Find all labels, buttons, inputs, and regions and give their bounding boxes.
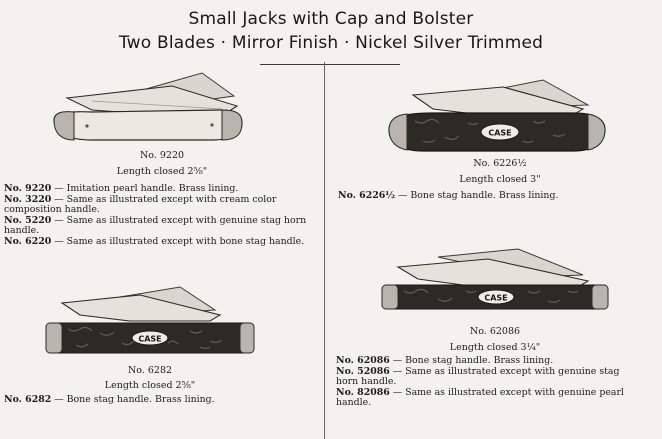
- knife-9220-descriptions: [4, 184, 314, 247]
- desc-line: [4, 195, 314, 216]
- desc-text: — Same as illustrated except with bone stag handle.: [51, 235, 305, 247]
- desc-code: No. 9220: [4, 183, 52, 194]
- bleed-through-mark: [330, 150, 370, 160]
- desc-code: No. 6226½: [338, 190, 396, 201]
- desc-code: No. 5220: [4, 214, 52, 226]
- knife-6282-length: Length closed 2⅝": [104, 380, 196, 391]
- desc-code: No. 6220: [4, 235, 52, 247]
- knife-6282-number: No. 6282: [127, 365, 173, 376]
- desc-line: [336, 367, 641, 388]
- desc-line: [4, 237, 314, 248]
- desc-text: — Bone stag handle. Brass lining.: [389, 355, 554, 366]
- knife-6226-half-number: No. 6226½: [473, 158, 527, 169]
- page-title: Small Jacks with Cap and Bolster: [188, 9, 474, 29]
- desc-code: No. 62086: [336, 355, 390, 366]
- desc-line: [4, 395, 314, 406]
- desc-code: No. 82086: [336, 386, 390, 398]
- page-subtitle: Two Blades · Mirror Finish · Nickel Silver Trimmed: [118, 33, 544, 53]
- desc-text: — Imitation pearl handle. Brass lining.: [51, 183, 239, 194]
- knife-9220-number: No. 9220: [139, 150, 185, 161]
- knife-62086-descriptions: [336, 356, 641, 409]
- desc-text: — Bone stag handle. Brass lining.: [395, 190, 559, 201]
- knife-6226-half-length: Length closed 3": [459, 174, 541, 185]
- desc-text: — Same as illustrated except with cream color composition handle.: [4, 193, 277, 215]
- knife-62086-length: Length closed 3¼": [449, 342, 541, 353]
- knife-62086-illustration: [378, 245, 618, 325]
- desc-text: — Same as illustrated except with genuine stag horn handle.: [4, 214, 307, 236]
- knife-62086-number: No. 62086: [469, 326, 521, 337]
- desc-text: — Same as illustrated except with genuine pearl handle.: [336, 386, 624, 408]
- shield-logo-text: CASE: [488, 128, 512, 138]
- knife-6282-illustration: [40, 285, 260, 355]
- desc-code: No. 52086: [336, 365, 390, 377]
- shield-logo-text: CASE: [138, 334, 162, 344]
- desc-text: — Same as illustrated except with genuine stag horn handle.: [336, 365, 620, 387]
- desc-line: [4, 216, 314, 237]
- desc-text: — Bone stag handle. Brass lining.: [51, 394, 215, 405]
- shield-logo-text: CASE: [484, 293, 508, 303]
- knife-6226-half-illustration: [383, 75, 613, 165]
- desc-line: [338, 191, 658, 202]
- knife-9220-illustration: [52, 68, 292, 158]
- knife-6226-half-descriptions: [338, 191, 658, 202]
- column-divider: [324, 62, 325, 439]
- desc-code: No. 3220: [4, 193, 52, 205]
- title-underline: [260, 64, 400, 65]
- desc-code: No. 6282: [4, 394, 52, 405]
- knife-9220-length: Length closed 2⅝": [116, 166, 208, 177]
- desc-line: [336, 388, 641, 409]
- knife-6282-descriptions: [4, 395, 314, 406]
